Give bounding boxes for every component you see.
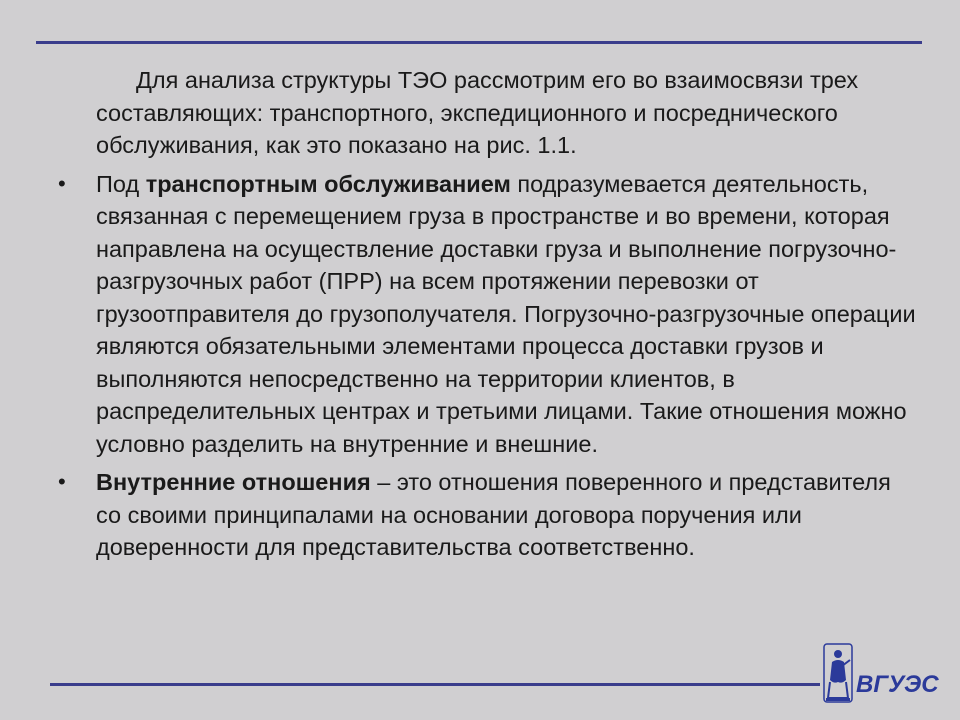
bullet-icon: •	[58, 170, 66, 196]
top-divider	[36, 41, 922, 44]
logo-emblem-icon	[818, 640, 948, 710]
bullet-prefix: Под	[96, 170, 146, 197]
intro-paragraph: Для анализа структуры ТЭО рассмотрим его во взаимосвязи трех составляющих: транспортного, экспедиционного и посреднического обслуживания, как это показано на рис. 1.1.	[96, 67, 859, 158]
slide-body	[58, 64, 916, 570]
bullet-text: подразумевается деятельность, связанная с перемещением груза в пространстве и во времени, которая направлена на осуществление доставки груза и выполнение погрузочно-разгрузочных работ (ПРР) на всем протяжении перевозки от грузоотправителя до грузополучателя. Погрузочно-разгрузочные операции являются обязательными элементами процесса доставки грузов и выполняются непосредственно на территории клиентов, в распределительных центрах и третьими лицами. Такие отношения можно условно разделить на внутренние и внешние.	[96, 170, 916, 457]
bullet-text: – это отношения поверенного и представителя со своими принципалами на основании договора поручения или доверенности для представительства соответственно.	[96, 469, 891, 560]
bullet-icon: •	[58, 469, 66, 494]
logo-text: ВГУЭС	[856, 671, 939, 698]
university-logo	[818, 640, 948, 710]
bullet-transport-service	[58, 168, 916, 461]
bullet-internal-relations	[58, 466, 916, 564]
bullet-term: транспортным обслуживанием	[145, 170, 511, 197]
bottom-divider	[50, 683, 820, 686]
bullet-term: Внутренние отношения	[96, 469, 371, 495]
